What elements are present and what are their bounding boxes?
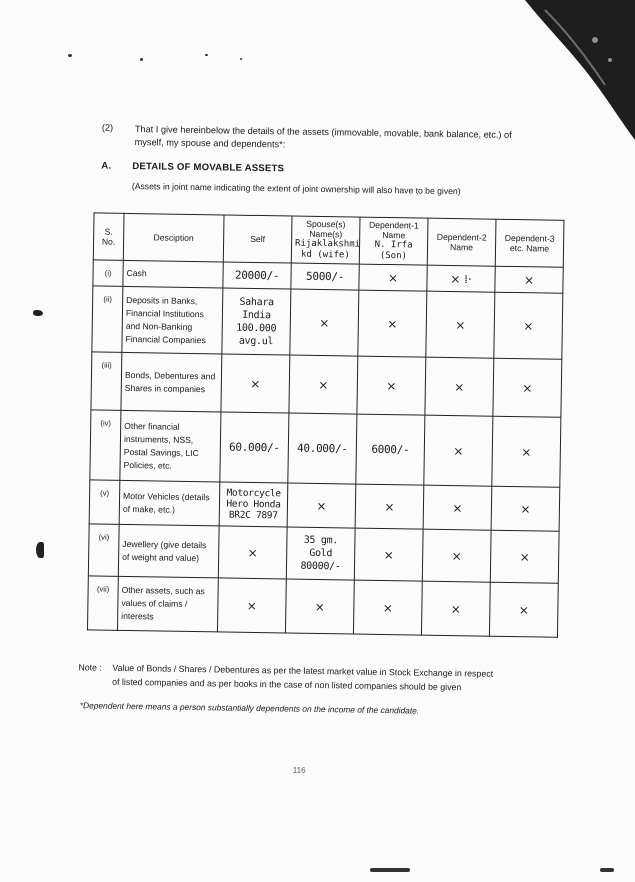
header-dependent-1: Dependent-1 Name N. Irfa (Son) (359, 217, 428, 265)
cell-self: Sahara India 100.000 avg.ul (222, 288, 291, 355)
cell-dependent-1: × (354, 528, 423, 581)
header-spouse: Spouse(s) Name(s) Rijaklakshmi kd (wife) (291, 216, 360, 264)
row-description: Cash (123, 260, 223, 288)
cell-spouse: × (285, 579, 354, 634)
note-line-2: of listed companies and as per books in the case of non listed companies should be given (112, 676, 462, 693)
section-title: DETAILS OF MOVABLE ASSETS (132, 161, 285, 175)
note-line-1: Value of Bonds / Shares / Debentures as per the latest market value in Stock Exchange in respect (112, 662, 494, 679)
dependent1-name-handwritten: N. Irfa (Son) (374, 239, 413, 262)
cell-spouse: 35 gm. Gold 80000/- (286, 527, 355, 580)
section-letter: A. (101, 160, 112, 172)
cell-dependent-1: × (358, 290, 427, 357)
cell-dependent-3: × (491, 486, 560, 531)
row-description: Other assets, such as values of claims / interests (117, 576, 218, 632)
table-header-row (93, 213, 564, 267)
cell-spouse: × (289, 355, 358, 414)
header-dependent-2: Dependent-2 Name (427, 218, 496, 266)
table-row (90, 410, 561, 487)
header-sno: S. No. (93, 213, 124, 260)
row-sno: (v) (89, 480, 120, 524)
intro-paragraph (135, 123, 575, 156)
punch-hole-mark (33, 310, 43, 316)
cell-spouse: × (287, 483, 356, 528)
page-number: 116 (292, 765, 306, 775)
cell-dependent-3: × (489, 582, 558, 637)
spouse-name-handwritten: Rijaklakshmi kd (wife) (295, 238, 361, 261)
cell-dependent-2: × (425, 357, 494, 416)
row-description: Other financial instruments, NSS, Postal Savings, LIC Policies, etc. (120, 410, 221, 482)
table-row (92, 286, 563, 359)
table-row (91, 352, 562, 417)
footnote: *Dependent here means a person substantially dependents on the income of the candidate. (79, 700, 420, 716)
scan-speck (205, 54, 208, 56)
scan-corner-shadow (525, 0, 635, 140)
cell-dependent-3: × (490, 530, 559, 583)
row-sno: (iv) (90, 410, 121, 480)
cell-spouse: 40.000/- (288, 413, 357, 484)
table-row (89, 480, 560, 531)
cell-dependent-3: × (492, 416, 561, 487)
cell-dependent-3: × (495, 266, 563, 293)
row-sno: (i) (93, 260, 123, 286)
intro-line-2: myself, my spouse and dependents*: (134, 137, 286, 150)
intro-line-1: That I give hereinbelow the details of the assets (immovable, movable, bank balance, etc.) of (134, 124, 512, 140)
header-dependent-3: Dependent-3 etc. Name (495, 219, 564, 267)
cell-self: × (217, 578, 286, 633)
cell-dependent-1: × (353, 580, 422, 635)
table-row (87, 576, 558, 637)
row-description: Motor Vehicles (details of make, etc.) (119, 480, 220, 526)
section-subtitle: (Assets in joint name indicating the extent of joint ownership will also have to be given) (131, 181, 461, 197)
note-text (112, 661, 562, 696)
cell-dependent-2: × (421, 581, 490, 636)
cell-dependent-3: × (493, 358, 562, 417)
scan-speck (370, 868, 410, 872)
cell-spouse: 5000/- (291, 263, 359, 290)
cell-self: 20000/- (223, 262, 291, 289)
cell-self: × (221, 354, 290, 413)
cell-dependent-2: × (422, 529, 491, 582)
cell-self: Motorcycle Hero Honda BR2C 7897 (219, 482, 288, 527)
note-label: Note : (78, 662, 102, 673)
cell-spouse: × (290, 289, 359, 356)
row-sno: (vi) (88, 524, 119, 576)
movable-assets-table (87, 212, 565, 637)
scan-speck (600, 868, 614, 872)
row-sno: (vii) (87, 576, 118, 630)
row-sno: (ii) (92, 286, 123, 352)
row-description: Deposits in Banks, Financial Institutions and Non-Banking Financial Companies (122, 286, 223, 354)
cell-dependent-2: × (423, 485, 492, 530)
cell-dependent-1: 6000/- (356, 414, 425, 485)
cell-dependent-2: × (426, 291, 495, 358)
cell-dependent-1: × (359, 264, 427, 291)
header-self: Self (223, 215, 292, 263)
scan-speck (140, 58, 143, 61)
row-description: Bonds, Debentures and Shares in companies (121, 352, 222, 412)
item-number: (2) (101, 122, 114, 133)
cell-dependent-2: × ⁞· (427, 265, 495, 292)
scan-speck (240, 58, 242, 60)
cell-dependent-2: × (424, 415, 493, 486)
cell-self: 60.000/- (220, 412, 289, 483)
cell-dependent-3: × (494, 292, 563, 359)
punch-hole-mark (36, 542, 44, 558)
cell-dependent-1: × (355, 484, 424, 529)
scan-speck (68, 54, 72, 57)
cell-self: × (218, 526, 287, 579)
cell-dependent-1: × (357, 356, 426, 415)
header-description: Desciption (123, 213, 224, 262)
table-row (88, 524, 559, 583)
row-description: Jewellery (give details of weight and value) (118, 524, 219, 578)
row-sno: (iii) (91, 352, 122, 410)
